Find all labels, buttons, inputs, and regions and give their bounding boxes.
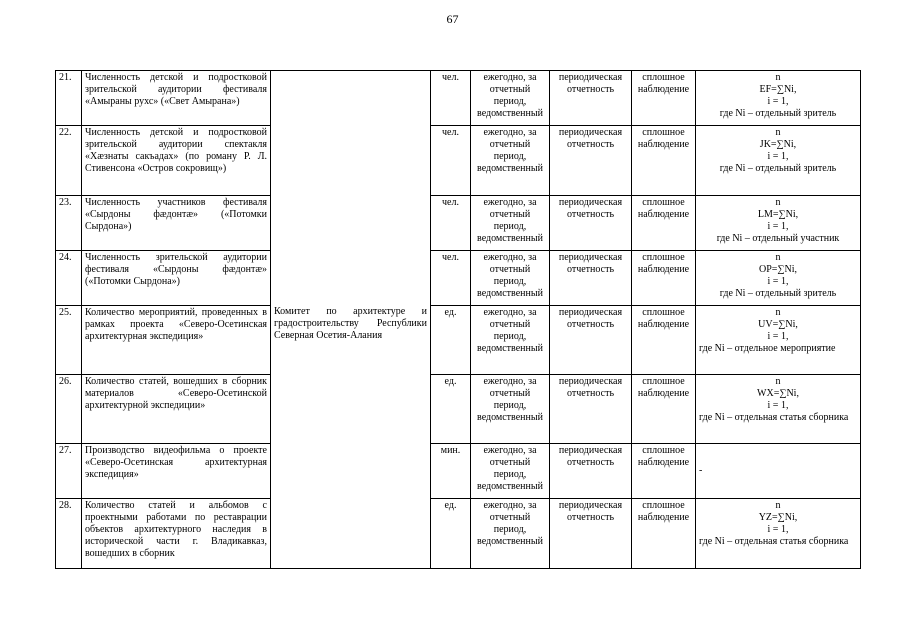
formula-note: где Ni – отдельный участник [716,233,840,244]
table-row [56,126,861,196]
indicator-name: Численность детской и подростковой зрительской аудитории фестиваля «Амыраны рухс» («Свет Амырана») [82,71,271,126]
unit-cell: ед. [431,306,471,375]
formula-cell [696,306,861,375]
formula-limit: n [775,376,781,387]
formula-expression: JK=∑Ni, [759,139,797,150]
unit-cell: чел. [431,196,471,251]
unit-cell: ед. [431,499,471,569]
formula-limit: n [775,500,781,511]
row-number: 21. [56,71,82,126]
row-number: 27. [56,444,82,499]
row-number: 28. [56,499,82,569]
periodicity-cell: ежегодно, за отчетный период, ведомственный [471,375,550,444]
formula-index: i = 1, [767,221,789,232]
formula-cell [696,251,861,306]
formula-expression: WX=∑Ni, [757,388,799,399]
row-number: 23. [56,196,82,251]
row-number: 25. [56,306,82,375]
method-cell: сплошное наблюдение [632,126,696,196]
formula-note: где Ni – отдельный зритель [719,163,837,174]
periodicity-cell: ежегодно, за отчетный период, ведомственный [471,306,550,375]
indicator-name: Количество мероприятий, проведенных в рамках проекта «Северо-Осетинская архитектурная экспедиция» [82,306,271,375]
indicator-name: Численность участников фестиваля «Сырдоны фæдонтæ» («Потомки Сырдона») [82,196,271,251]
unit-cell: ед. [431,375,471,444]
unit-cell: чел. [431,126,471,196]
page-number: 67 [446,12,459,26]
formula-expression: OP=∑Ni, [758,264,798,275]
unit-cell: чел. [431,251,471,306]
formula-index: i = 1, [767,524,789,535]
periodicity-cell: ежегодно, за отчетный период, ведомственный [471,126,550,196]
source-cell: периодическая отчетность [550,126,632,196]
method-cell: сплошное наблюдение [632,306,696,375]
row-number: 24. [56,251,82,306]
formula-expression: UV=∑Ni, [758,319,798,330]
periodicity-cell: ежегодно, за отчетный период, ведомственный [471,499,550,569]
indicators-table [55,70,861,569]
periodicity-cell: ежегодно, за отчетный период, ведомственный [471,444,550,499]
periodicity-cell: ежегодно, за отчетный период, ведомственный [471,251,550,306]
formula-index: i = 1, [767,400,789,411]
formula-cell [696,444,861,499]
table-row [56,251,861,306]
formula-limit: n [775,72,781,83]
source-cell: периодическая отчетность [550,306,632,375]
method-cell: сплошное наблюдение [632,499,696,569]
formula-cell [696,499,861,569]
source-cell: периодическая отчетность [550,499,632,569]
formula-cell [696,126,861,196]
indicator-name: Производство видеофильма о проекте «Северо-Осетинская архитектурная экспедиция» [82,444,271,499]
responsible-committee: Комитет по архитектуре и градостроительству Республики Северная Осетия-Алания [271,71,431,569]
method-cell: сплошное наблюдение [632,444,696,499]
method-cell: сплошное наблюдение [632,375,696,444]
formula-limit: n [775,127,781,138]
formula-note: где Ni – отдельная статья сборника [699,536,849,547]
table-row [56,375,861,444]
periodicity-cell: ежегодно, за отчетный период, ведомственный [471,196,550,251]
unit-cell: чел. [431,71,471,126]
formula-index: i = 1, [767,96,789,107]
row-number: 26. [56,375,82,444]
formula-limit: n [775,197,781,208]
table-row [56,71,861,126]
source-cell: периодическая отчетность [550,444,632,499]
formula-limit: n [775,307,781,318]
formula-note: где Ni – отдельное мероприятие [699,343,836,354]
table-row [56,196,861,251]
formula-dash: - [699,465,703,476]
method-cell: сплошное наблюдение [632,251,696,306]
formula-expression: LM=∑Ni, [757,209,799,220]
row-number: 22. [56,126,82,196]
formula-limit: n [775,252,781,263]
method-cell: сплошное наблюдение [632,71,696,126]
indicator-name: Количество статей, вошедших в сборник материалов «Северо-Осетинской архитектурной экспедиции» [82,375,271,444]
formula-index: i = 1, [767,276,789,287]
table-row [56,499,861,569]
table-row [56,444,861,499]
source-cell: периодическая отчетность [550,375,632,444]
formula-note: где Ni – отдельный зритель [719,288,837,299]
formula-note: где Ni – отдельный зритель [719,108,837,119]
formula-cell [696,375,861,444]
source-cell: периодическая отчетность [550,196,632,251]
indicator-name: Количество статей и альбомов с проектными работами по реставрации объектов архитектурного наследия в исторической части г. Владикавказ, вошедших в сборник [82,499,271,569]
periodicity-cell: ежегодно, за отчетный период, ведомственный [471,71,550,126]
indicator-name: Численность зрительской аудитории фестиваля «Сырдоны фæдонтæ» («Потомки Сырдона») [82,251,271,306]
indicator-name: Численность детской и подростковой зрительской аудитории спектакля «Хæзнаты сакъадах» (по роману Р. Л. Стивенсона «Остров сокровищ») [82,126,271,196]
formula-index: i = 1, [767,151,789,162]
unit-cell: мин. [431,444,471,499]
formula-expression: EF=∑Ni, [759,84,797,95]
table-row [56,306,861,375]
method-cell: сплошное наблюдение [632,196,696,251]
formula-cell [696,196,861,251]
formula-index: i = 1, [767,331,789,342]
source-cell: периодическая отчетность [550,71,632,126]
formula-expression: YZ=∑Ni, [758,512,798,523]
source-cell: периодическая отчетность [550,251,632,306]
formula-note: где Ni – отдельная статья сборника [699,412,849,423]
formula-cell [696,71,861,126]
